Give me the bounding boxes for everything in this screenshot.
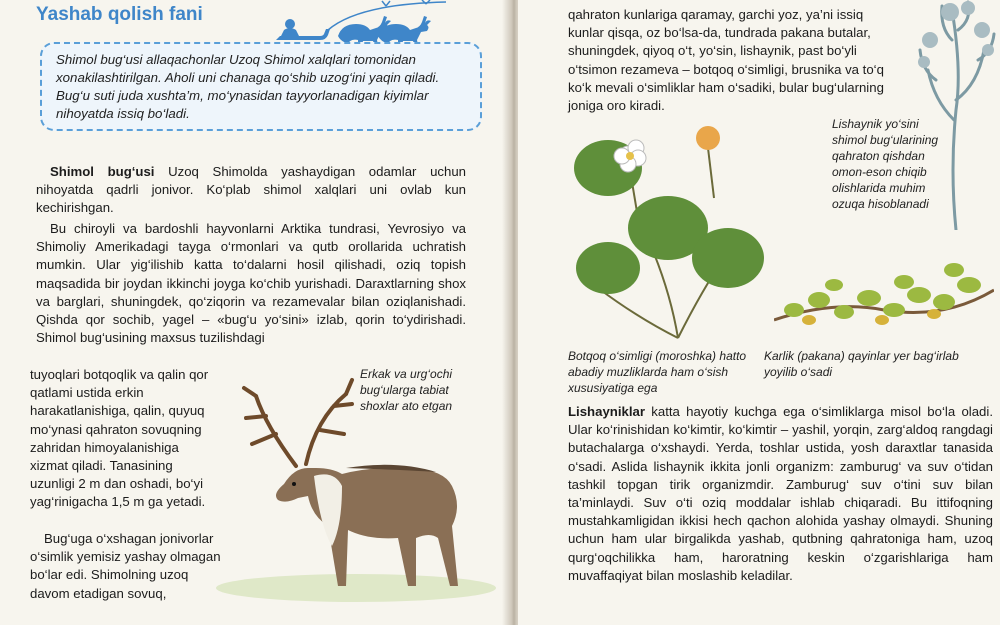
paragraph [36, 163, 466, 218]
reindeer-illustration [196, 376, 496, 606]
paragraph: Bug‘uga o‘xshagan jonivorlar o‘simlik yemisiz yashay olmagan bo‘lar edi. Shimolning uzoq davom etadigan sovuq, [30, 531, 221, 601]
paragraph-text: katta hayotiy kuchga ega o‘simliklarga misol bo‘la oladi. Ular ko‘rinishidan ko‘kimtir, ko‘kimtir – yashil, yorqin, zarg‘aldoq rangdagi butachalarga o‘xshaydi. Yerda, toshlar ustida, yosh daraxtlar tanasida o‘sadi. Aslida lishaynik ikkita jonli organizm: zamburug‘ va suv o‘tidan tashkil topgan tirik organizmdir. Zamburug‘ suv o‘tini suv bilan ta’minlaydi. Suv o‘ti oziq moddalar ishlab chiqaradi. Bu ittifoqning mustahkamligidan ikkisi hech qachon alohida yashay olmaydi. Shuning uchun ham ular birgalikda yashab, qutbning qahratoniga ham, uzoq qurg‘oqchilikka ham, haroratning keskin o‘zgarishlariga ham muvaffaqiyat bilan moslashib keladilar. [568, 404, 993, 583]
cloudberry-illustration [568, 118, 768, 343]
reindeer-caption: Erkak va urg‘ochi bug‘ularga tabiat shoxlar ato etgan [360, 367, 453, 413]
paragraph: qahraton kunlariga qaramay, garchi yoz, ya’ni issiq kunlar qisqa, oz bo‘lsa-da, tundrada pakana butalar, shuningdek, qiyoq o‘t, yo‘sin, lishaynik, past bo‘yli o‘tsimon rezameva – botqoq o‘simligi, brusnika va to‘q ko‘k mevali o‘simliklar ham o‘sadiki, bular bug‘ularning joniga oro kiradi. [568, 7, 884, 114]
paragraph: tuyoqlari botqoqlik va qalin qor qatlami ustida erkin harakatlanishiga, qalin, quyuq mo‘ynasi qahraton sovuqning zahridan himoyalanishiga xizmat qiladi. Tanasining uzunligi 2 m dan oshadi, bo‘yi yag‘rinigacha 1,5 m ga yetadi. [30, 367, 209, 510]
dwarf-birch-illustration [774, 240, 994, 340]
right-page [518, 0, 1000, 625]
paragraph [568, 403, 993, 585]
paragraph-text: Uzoq Shimolda yashaydigan odamlar uchun nihoyatda qadrli jonivor. Ko‘plab shimol xalqlari uni ovlab kun kechirishgan. [36, 164, 466, 216]
paragraph: Bu chiroyli va bardoshli hayvonlarni Arktika tundrasi, Yevrosiyo va Shimoliy Amerikadagi tayga o‘rmonlari va qutb orollarida uchratish mumkin. Ular yig‘ilishib katta to‘dalarni hosil qilishadi, oziq topish maqsadida bir joydan ikkinchi joyga ko‘chib yurishadi. Daraxtlarning shox va barglari, shuningdek, qo‘ziqorin va rezamevalar bilan oziqlanishadi. Qishda qor sochib, yagel – «bug‘u yo‘sini» izlab, qorin to‘ydirishadi. Shimol bug‘usining maxsus tuzilishdagi [36, 221, 466, 346]
term-reindeer: Shimol bug‘usi [50, 164, 155, 179]
intro-box: Shimol bug‘usi allaqachonlar Uzoq Shimol xalqlari tomonidan xonakilashtirilgan. Aholi uni chanaga qo‘shib uzog‘ini yaqin qiladi. Bug‘u suti juda xushta’m, mo‘ynasidan tayyorlanadigan kiyimlar nihoyatda issiq bo‘ladi. [40, 42, 482, 131]
dwarf-birch-caption: Karlik (pakana) qayinlar yer bag‘irlab yoyilib o‘sadi [764, 349, 959, 379]
lichen-caption: Lishaynik yo‘sini shimol bug‘ularining qahraton qishdan omon-eson chiqib olishlarida muhim ozuqa hisoblanadi [832, 117, 939, 211]
cloudberry-caption: Botqoq o‘simligi (moroshka) hatto abadiy muzliklarda ham o‘sish xususiyatiga ega [568, 349, 747, 395]
term-lichens: Lishayniklar [568, 404, 645, 419]
chapter-title: Yashab qolish fani [36, 4, 203, 25]
